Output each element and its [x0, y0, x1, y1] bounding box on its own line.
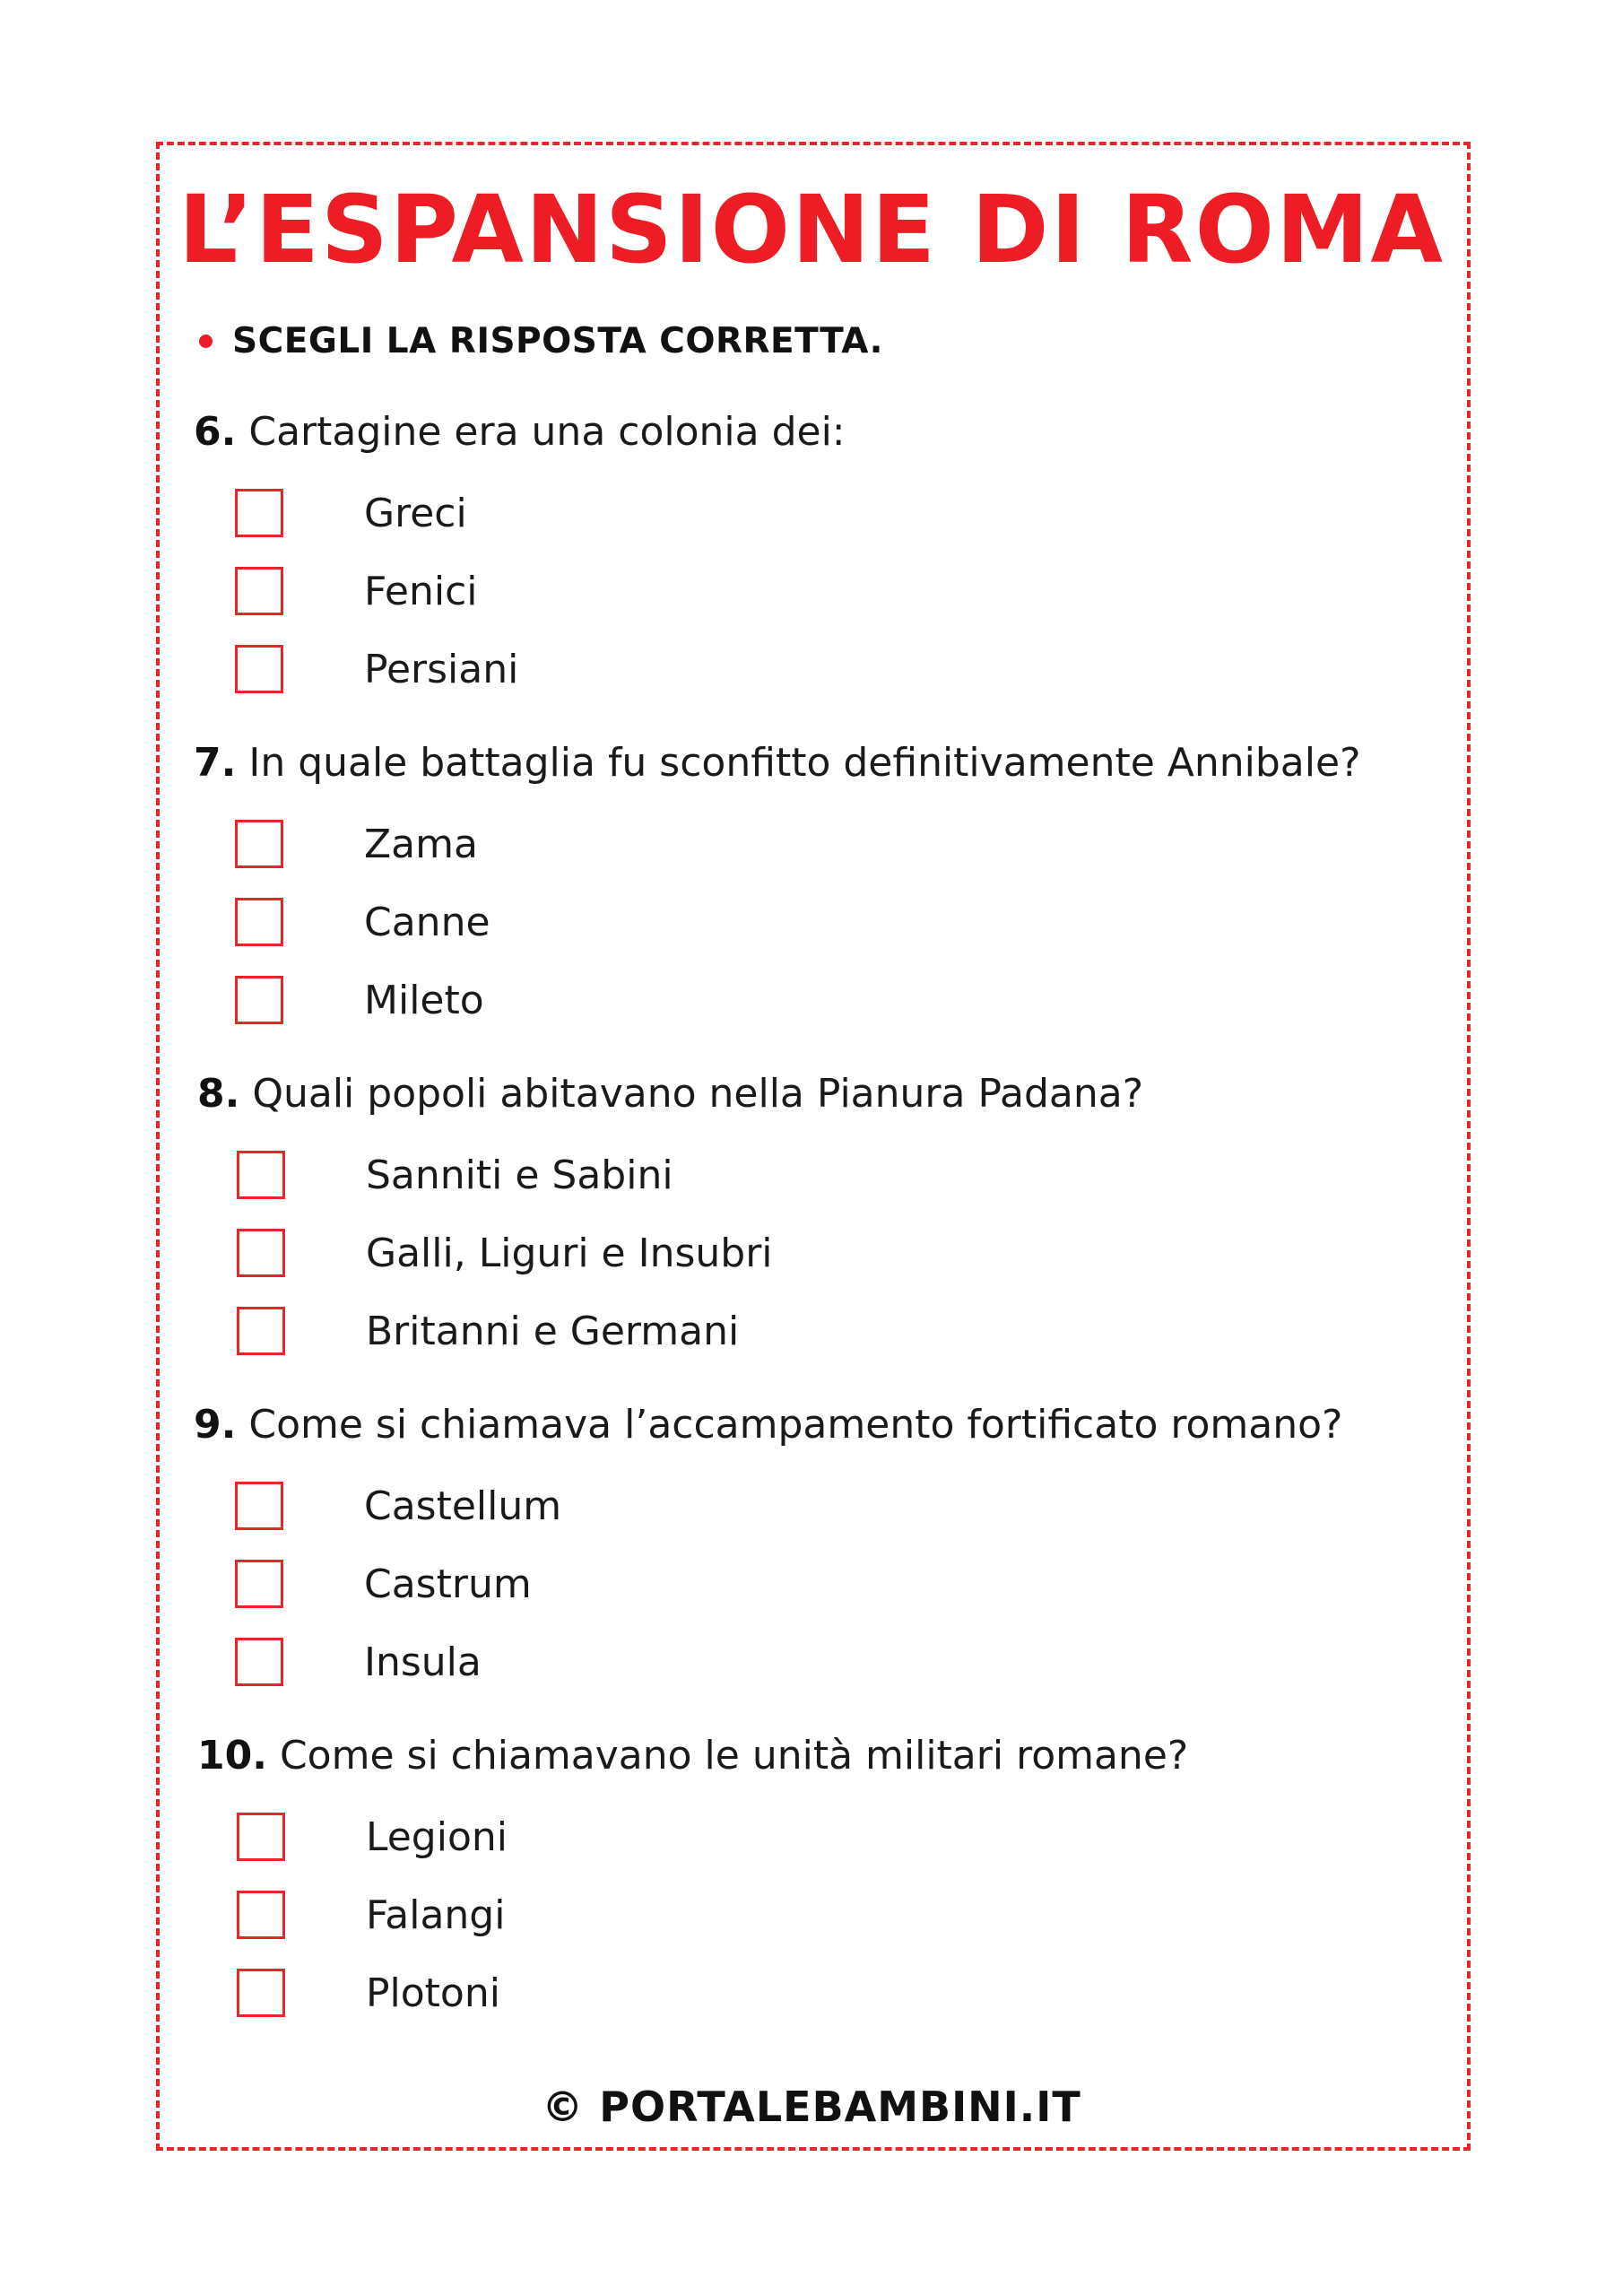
- question-text: In quale battaglia fu sconfitto definitivamente Annibale?: [248, 740, 1361, 786]
- option-label: Castrum: [364, 1561, 532, 1607]
- option-fenici[interactable]: [235, 563, 478, 619]
- option-label: Zama: [364, 821, 478, 867]
- option-castellum[interactable]: [235, 1478, 561, 1534]
- option-label: Fenici: [364, 568, 478, 614]
- question-8: [197, 1067, 1143, 1121]
- option-label: Mileto: [364, 977, 484, 1023]
- checkbox[interactable]: [235, 1638, 283, 1686]
- option-canne[interactable]: [235, 894, 490, 950]
- question-7: [194, 736, 1360, 790]
- checkbox[interactable]: [235, 645, 283, 693]
- question-number: 9.: [194, 1402, 237, 1448]
- question-9: [194, 1398, 1342, 1452]
- checkbox[interactable]: [235, 1560, 283, 1608]
- checkbox[interactable]: [237, 1969, 285, 2017]
- option-insula[interactable]: [235, 1634, 482, 1690]
- question-text: Come si chiamavano le unità militari romane?: [279, 1733, 1189, 1779]
- option-galli-liguri-insubri[interactable]: [237, 1225, 773, 1281]
- checkbox[interactable]: [235, 898, 283, 946]
- question-6: [194, 405, 846, 459]
- option-label: Castellum: [364, 1483, 562, 1529]
- option-label: Persiani: [364, 646, 519, 692]
- option-zama[interactable]: [235, 816, 478, 872]
- question-text: Come si chiamava l’accampamento fortificato romano?: [248, 1402, 1343, 1448]
- option-label: Plotoni: [366, 1970, 500, 2016]
- checkbox[interactable]: [237, 1229, 285, 1277]
- option-label: Falangi: [366, 1892, 506, 1938]
- option-britanni-germani[interactable]: [237, 1303, 739, 1359]
- copyright-footer: © PORTALEBAMBINI.IT: [542, 2083, 1081, 2131]
- question-text: Quali popoli abitavano nella Pianura Padana?: [252, 1071, 1144, 1117]
- checkbox[interactable]: [237, 1151, 285, 1199]
- option-mileto[interactable]: [235, 972, 484, 1028]
- option-falangi[interactable]: [237, 1887, 505, 1943]
- option-greci[interactable]: [235, 485, 467, 541]
- option-label: Insula: [364, 1639, 482, 1685]
- option-label: Legioni: [366, 1813, 508, 1860]
- option-plotoni[interactable]: [237, 1965, 500, 2021]
- checkbox[interactable]: [235, 820, 283, 868]
- checkbox[interactable]: [235, 976, 283, 1024]
- option-castrum[interactable]: [235, 1556, 532, 1612]
- bullet-icon: [199, 335, 213, 348]
- checkbox[interactable]: [235, 489, 283, 537]
- option-label: Sanniti e Sabini: [366, 1152, 673, 1198]
- option-sanniti-sabini[interactable]: [237, 1147, 673, 1203]
- instruction-text: SCEGLI LA RISPOSTA CORRETTA.: [232, 320, 883, 361]
- question-number: 8.: [197, 1071, 240, 1117]
- option-label: Galli, Liguri e Insubri: [366, 1230, 773, 1276]
- option-legioni[interactable]: [237, 1809, 508, 1865]
- question-10: [197, 1729, 1188, 1783]
- page-title: L’ESPANSIONE DI ROMA: [178, 175, 1445, 284]
- question-number: 6.: [194, 409, 237, 455]
- checkbox[interactable]: [237, 1307, 285, 1355]
- question-number: 7.: [194, 740, 237, 786]
- checkbox[interactable]: [235, 567, 283, 615]
- question-text: Cartagine era una colonia dei:: [248, 409, 846, 455]
- option-label: Canne: [364, 899, 490, 945]
- question-number: 10.: [197, 1733, 267, 1779]
- option-label: Britanni e Germani: [366, 1308, 740, 1354]
- option-label: Greci: [364, 490, 467, 536]
- checkbox[interactable]: [237, 1891, 285, 1939]
- instruction: [199, 316, 883, 366]
- checkbox[interactable]: [235, 1482, 283, 1530]
- option-persiani[interactable]: [235, 641, 518, 697]
- checkbox[interactable]: [237, 1813, 285, 1861]
